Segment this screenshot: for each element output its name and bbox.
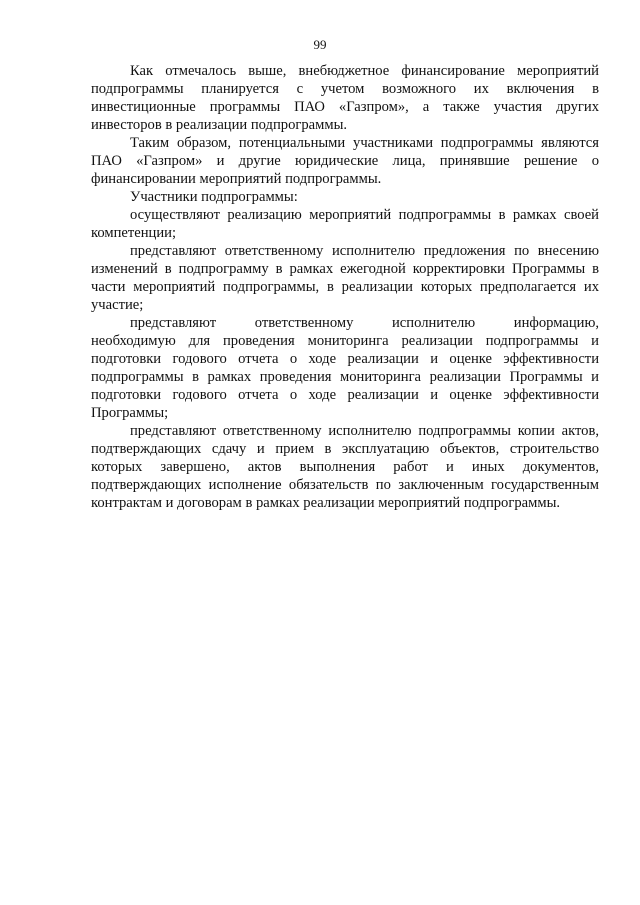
paragraph-proposals: представляют ответственному исполнителю предложения по внесению изменений в подпрограмму в рамках ежегодной корректировки Программы в части мероприятий подпрограммы, в реализации которых предполагается их участие; xyxy=(91,243,599,313)
paragraph-participants: Таким образом, потенциальными участниками подпрограммы являются ПАО «Газпром» и другие юридические лица, принявшие решение о финансировании мероприятий подпрограммы. xyxy=(91,135,599,187)
document-body xyxy=(91,62,599,512)
paragraph-funding: Как отмечалось выше, внебюджетное финансирование мероприятий подпрограммы планируется с учетом возможного их включения в инвестиционные программы ПАО «Газпром», а также участия других инвесторов в реализации подпрограммы. xyxy=(91,63,599,133)
paragraph-acts: представляют ответственному исполнителю подпрограммы копии актов, подтверждающих сдачу и прием в эксплуатацию объектов, строительство которых завершено, актов выполнения работ и иных документов, подтверждающих исполнение обязательств по заключенным государственным контрактам и договорам в рамках реализации мероприятий подпрограммы. xyxy=(91,423,599,511)
page-number: 99 xyxy=(313,37,327,52)
paragraph-participants-heading: Участники подпрограммы: xyxy=(130,189,298,205)
paragraph-information-continued: необходимую для проведения мониторинга реализации подпрограммы и подготовки годового отчета о ходе реализации и оценке эффективности подпрограммы в рамках проведения мониторинга реализации Программы и подготовки годового отчета о ходе реализации и оценке эффективности Программы; xyxy=(91,333,599,421)
paragraph-competence: осуществляют реализацию мероприятий подпрограммы в рамках своей компетенции; xyxy=(91,207,599,241)
paragraph-information-start: представляют ответственному исполнителю информацию, xyxy=(130,315,599,331)
